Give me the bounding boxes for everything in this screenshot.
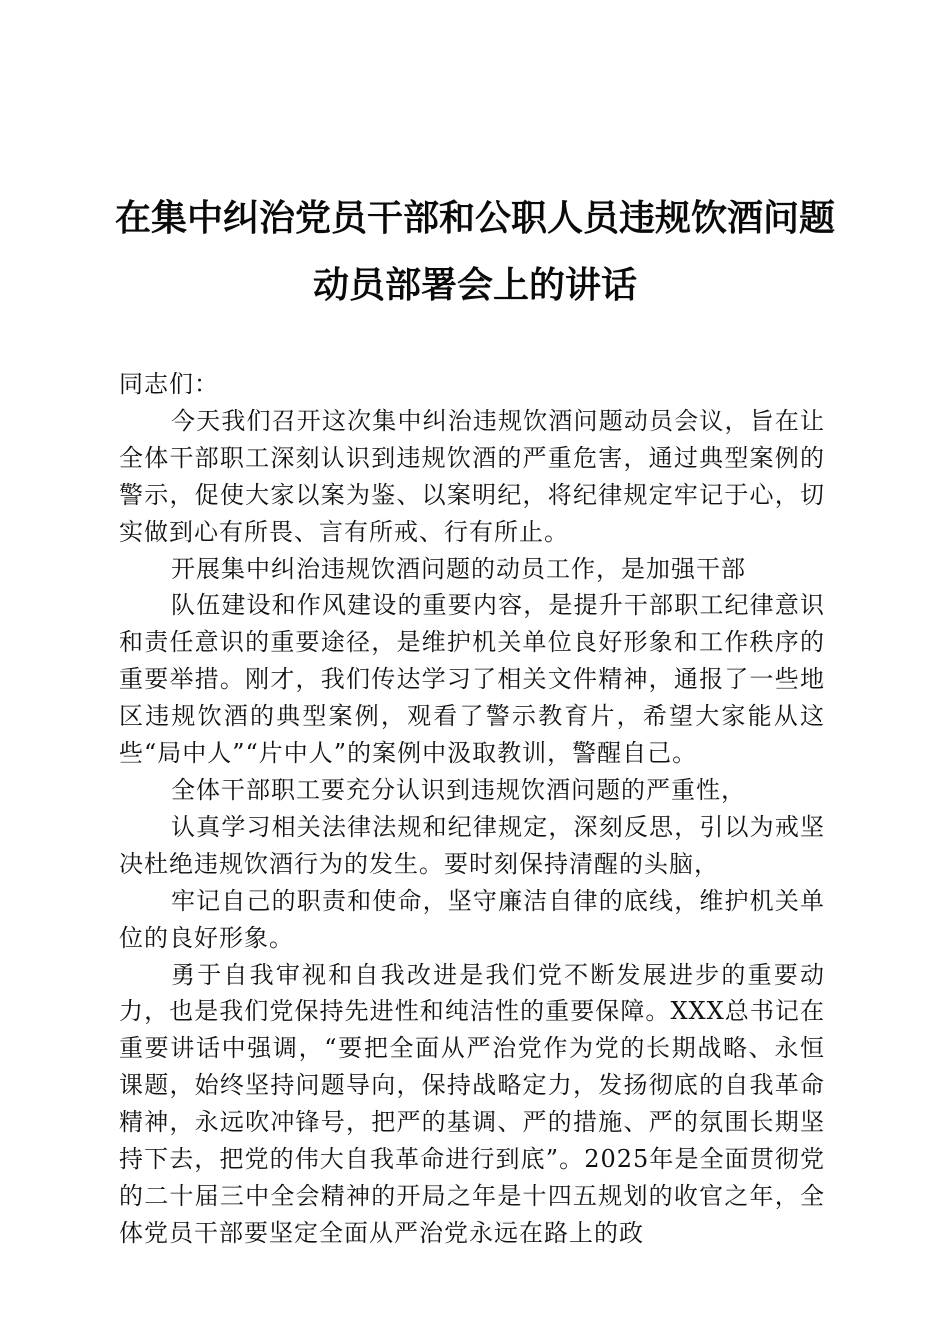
paragraph-2: 开展集中纠治违规饮酒问题的动员工作，是加强干部 — [171, 554, 746, 583]
document-body — [119, 366, 825, 1252]
paragraph-3: 队伍建设和作风建设的重要内容，是提升干部职工纪律意识和责任意识的重要途径，是维护机关单位良好形象和工作秩序的重要举措。刚才，我们传达学习了相关文件精神，通报了一些地区违规饮酒的典型案例，观看了警示教育片，希望大家能从这些“局中人”“片中人”的案例中汲取教训，警醒自己。 — [119, 591, 825, 768]
paragraph-5: 认真学习相关法律法规和纪律规定，深刻反思，引以为戒坚决杜绝违规饮酒行为的发生。要时刻保持清醒的头脑， — [119, 812, 825, 878]
paragraph-4: 全体干部职工要充分认识到违规饮酒问题的严重性， — [171, 775, 746, 804]
paragraph-1: 今天我们召开这次集中纠治违规饮酒问题动员会议，旨在让全体干部职工深刻认识到违规饮酒的严重危害，通过典型案例的警示，促使大家以案为鉴、以案明纪，将纪律规定牢记于心，切实做到心有所畏、言有所戒、行有所止。 — [119, 406, 825, 546]
salutation: 同志们： — [119, 370, 219, 398]
document-title-line-2: 动员部署会上的讲话 — [312, 265, 637, 306]
paragraph-7: 勇于自我审视和自我改进是我们党不断发展进步的重要动力，也是我们党保持先进性和纯洁性的重要保障。XXX总书记在重要讲话中强调，“要把全面从严治党作为党的长期战略、永恒课题，始终坚持问题导向，保持战略定力，发扬彻底的自我革命精神，永远吹冲锋号，把严的基调、严的措施、严的氛围长期坚持下去，把党的伟大自我革命进行到底”。2025年是全面贯彻党的二十届三中全会精神的开局之年是十四五规划的收官之年，全体党员干部要坚定全面从严治党永远在路上的政 — [119, 960, 825, 1247]
paragraph-6: 牢记自己的职责和使命，坚守廉洁自律的底线，维护机关单位的良好形象。 — [119, 886, 825, 952]
document-title-line-1: 在集中纠治党员干部和公职人员违规饮酒问题 — [114, 198, 835, 239]
